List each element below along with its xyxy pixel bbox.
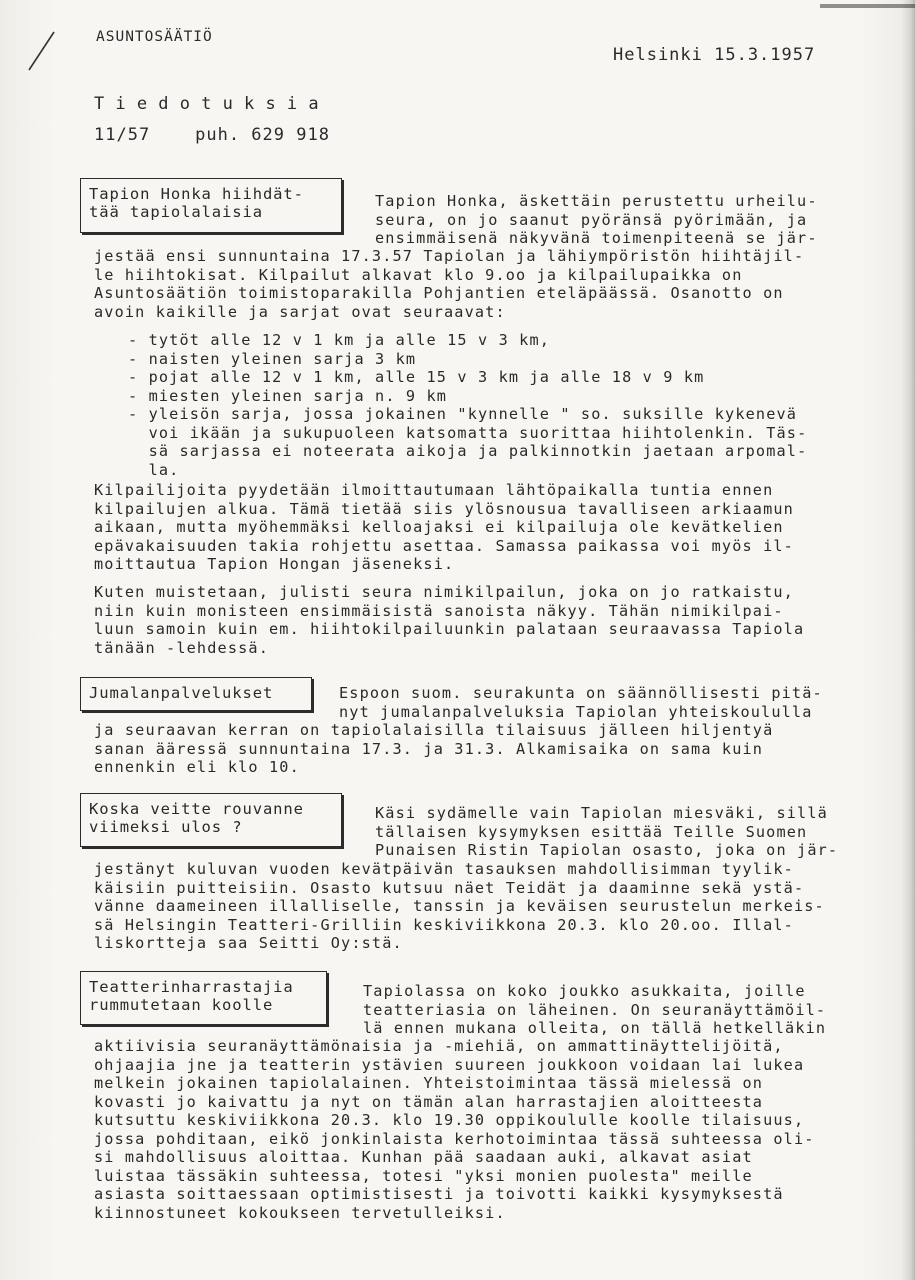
article-title: Teatterinharrastajia rummutetaan koolle (89, 978, 294, 1015)
issue-line: 11/57 puh. 629 918 (94, 125, 330, 145)
article-closing: Kuten muistetaan, julisti seura nimikilpailun, joka on jo ratkaistu, niin kuin monisteen ensimmäisistä sanoista näkyy. Tähän nimikilpai- luun samoin kuin em. hiihtokilpailuunkin palataan seuraavassa Tapiola tänään -lehdessä. (94, 583, 805, 657)
article-title-box (80, 793, 342, 847)
article-title-box (80, 178, 342, 233)
article-intro: Espoon suom. seurakunta on säännöllisesti pitä- nyt jumalanpalveluksia Tapiolan yhteiskoululla (339, 684, 823, 721)
article-body-continued: Kilpailijoita pyydetään ilmoittautumaan lähtöpaikalla tuntia ennen kilpailujen alkua. Tämä tietää siis ylösnousua tavalliseen arkiaamun aikaan, mutta myöhemmäksi kelloajaksi ei kilpailuja ole kevätkelien epävakaisuuden takia rohjettu asettaa. Samassa paikassa voi myös il- moittautua Tapion Hongan jäseneksi. (94, 481, 794, 574)
article-intro: Käsi sydämelle vain Tapiolan miesväki, sillä tällaisen kysymyksen esittää Teille Suomen Punaisen Ristin Tapiolan osasto, joka on jär- (375, 804, 839, 860)
article-body: jestää ensi sunnuntaina 17.3.57 Tapiolan ja lähiympöristön hiihtäjil- le hiihtokisat. Kilpailut alkavat klo 9.oo ja kilpailupaikka on Asuntosäätiön toimistoparakilla Pohjantien eteläpäässä. Osanotto on avoin kaikille ja sarjat ovat seuraavat: (94, 247, 805, 321)
race-series-list: - tytöt alle 12 v 1 km ja alle 15 v 3 km, - naisten yleinen sarja 3 km - pojat alle 12 v 1 km, alle 15 v 3 km ja alle 18 v 9 km - miesten yleinen sarja n. 9 km - yleisön sarja, jossa jokainen "kynnelle " so. suksille kykenevä voi ikään ja sukupuoleen katsomatta suorittaa hiihtolenkin. Täs- sä sarjassa ei noteerata aikoja ja palkinnotkin jaetaan arpomal- la. (128, 331, 808, 479)
article-intro: Tapion Honka, äskettäin perustettu urheilu- seura, on jo saanut pyöränsä pyörimään, ja ensimmäisenä näkyvänä toimenpiteenä se jär- (375, 192, 818, 248)
article-body: ja seuraavan kerran on tapiolalaisilla tilaisuus jälleen hiljentyä sanan ääressä sunnuntaina 17.3. ja 31.3. Alkamisaika on sama kuin ennenkin eli klo 10. (94, 721, 774, 777)
article-body: aktiivisia seuranäyttämönaisia ja -miehiä, on ammattinäyttelijöitä, ohjaajia jne ja teatterin ystävien suureen joukkoon voidaan lai lukea melkein jokainen tapiolalainen. Yhteistoimintaa tässä mielessä on kovasti jo kaivattu ja nyt on tämän alan harrastajien aloitteesta kutsuttu keskiviikkona 20.3. klo 19.30 oppikoululle koolle tilaisuus, jossa pohditaan, eikö jonkinlaista kerhotoimintaa tässä suhteessa oli- si mahdollisuus aloittaa. Kunhan pää saadaan auki, alkavat asiat luistaa tässäkin suhteessa, totesi "yksi monien puolesta" meille asiasta soittaessaan optimistisesti ja toivotti kaikki kysymyksestä kiinnostuneet kokoukseen tervetulleiksi. (94, 1037, 815, 1222)
pen-mark (26, 30, 58, 72)
article-title: Koska veitte rouvanne viimeksi ulos ? (89, 800, 304, 837)
dateline: Helsinki 15.3.1957 (613, 45, 816, 65)
article-title-box (80, 971, 327, 1025)
page-edge-shadow-right (901, 0, 915, 1280)
bulletin-heading: Tiedotuksia (94, 94, 330, 114)
article-title: Tapion Honka hiihdät- tää tapiolalaisia (89, 185, 304, 222)
article-body: jestänyt kuluvan vuoden kevätpäivän tasauksen mahdollisimman tyylik- käisiin puitteisiin. Osasto kutsuu näet Teidät ja daaminne sekä ystä- vänne daameineen illalliselle, tanssin ja keväisen seurustelun merkeis- sä Helsingin Teatteri-Grilliin keskiviikkona 20.3. klo 20.oo. Illal- liskortteja saa Seitti Oy:stä. (94, 860, 825, 953)
article-title-box (80, 677, 312, 711)
sender-name: ASUNTOSÄÄTIÖ (96, 29, 213, 45)
article-intro: Tapiolassa on koko joukko asukkaita, joille teatteriasia on läheinen. On seuranäyttämöil- lä ennen mukana olleita, on tällä hetkelläkin (363, 982, 827, 1038)
article-title: Jumalanpalvelukset (89, 684, 274, 702)
